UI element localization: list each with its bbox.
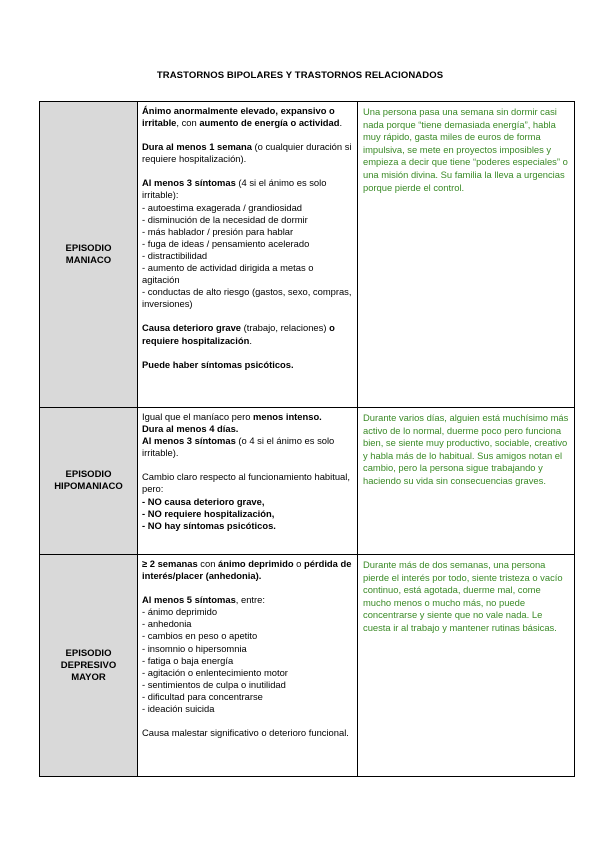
row-episodio-depresivo-mayor <box>40 555 575 777</box>
list-item: - NO hay síntomas psicóticos. <box>142 519 276 531</box>
criteria-hipomaniaco <box>138 408 358 555</box>
list-item: - NO causa deterioro grave, <box>142 495 265 507</box>
hipomaniaco-symptom-count: Al menos 3 síntomas (o 4 si el ánimo es solo irritable). <box>142 435 335 459</box>
depresivo-symptom-list <box>142 606 353 715</box>
depresivo-symptom-count: Al menos 5 síntomas, entre: <box>142 594 265 606</box>
list-item: - sentimientos de culpa o inutilidad <box>142 678 286 690</box>
criteria-maniaco <box>138 102 358 408</box>
example-maniaco: Una persona pasa una semana sin dormir casi nada porque “tiene demasiada energía”, habla muy rápido, gasta miles de euros de forma impulsiva, se mete en proyectos imposibles y empieza a decir que tiene “poderes especiales” o una misión divina. Su familia la lleva a urgencias porque pierde el control. <box>358 102 575 408</box>
list-item: - dificultad para concentrarse <box>142 690 263 702</box>
list-item: - más hablador / presión para hablar <box>142 225 294 237</box>
list-item: - fuga de ideas / pensamiento acelerado <box>142 237 310 249</box>
row-episodio-hipomaniaco <box>40 408 575 555</box>
row-episodio-maniaco <box>40 102 575 408</box>
depresivo-impairment: Causa malestar significativo o deterioro funcional. <box>142 727 349 739</box>
maniaco-mood-criterion: Ánimo anormalmente elevado, expansivo o irritable, con aumento de energía o actividad. <box>142 105 343 129</box>
depresivo-core-criterion: ≥ 2 semanas con ánimo deprimido o pérdida de interés/placer (anhedonia). <box>142 558 352 582</box>
hipomaniaco-change: Cambio claro respecto al funcionamiento habitual, pero: <box>142 471 350 495</box>
list-item: - aumento de actividad dirigida a metas o agitación <box>142 262 314 286</box>
maniaco-impairment: Causa deterioro grave (trabajo, relaciones) o requiere hospitalización. <box>142 322 335 346</box>
criteria-depresivo-mayor <box>138 555 358 777</box>
bipolar-disorders-table <box>39 101 575 777</box>
list-item: - autoestima exagerada / grandiosidad <box>142 201 302 213</box>
maniaco-duration: Dura al menos 1 semana (o cualquier duración si requiere hospitalización). <box>142 141 352 165</box>
list-item: - anhedonia <box>142 618 192 630</box>
label-episodio-depresivo-mayor: EPISODIO DEPRESIVO MAYOR <box>40 555 138 777</box>
list-item: - insomnio o hipersomnia <box>142 642 247 654</box>
hipomaniaco-intensity: Igual que el maníaco pero menos intenso. <box>142 411 322 422</box>
maniaco-symptom-list <box>142 202 353 311</box>
label-episodio-maniaco: EPISODIO MANIACO <box>40 102 138 408</box>
list-item: - disminución de la necesidad de dormir <box>142 213 308 225</box>
list-item: - fatiga o baja energía <box>142 654 234 666</box>
label-episodio-hipomaniaco: EPISODIO HIPOMANIACO <box>40 408 138 555</box>
maniaco-symptom-count: Al menos 3 síntomas (4 si el ánimo es solo irritable): <box>142 177 327 201</box>
hipomaniaco-duration: Dura al menos 4 días. <box>142 423 239 435</box>
example-hipomaniaco: Durante varios días, alguien está muchísimo más activo de lo normal, duerme poco pero funciona bien, se siente muy productivo, sociable, creativo y habla más de lo habitual. Sus amigos notan el cambio, pero la persona sigue trabajando y haciendo su vida sin consecuencias graves. <box>358 408 575 555</box>
list-item: - NO requiere hospitalización, <box>142 507 275 519</box>
maniaco-psychotic: Puede haber síntomas psicóticos. <box>142 358 294 370</box>
example-depresivo-mayor: Durante más de dos semanas, una persona pierde el interés por todo, siente tristeza o vacío continuo, está agotada, duerme mal, come mucho menos o mucho más, no puede concentrarse y siente que no vale nada. Le cuesta ir al trabajo y mantener rutinas básicas. <box>358 555 575 777</box>
document-title: TRASTORNOS BIPOLARES Y TRASTORNOS RELACIONADOS <box>156 70 444 81</box>
list-item: - distractibilidad <box>142 249 208 261</box>
list-item: - conductas de alto riesgo (gastos, sexo, compras, inversiones) <box>142 286 352 310</box>
list-item: - ánimo deprimido <box>142 606 218 618</box>
list-item: - agitación o enlentecimiento motor <box>142 666 288 678</box>
list-item: - ideación suicida <box>142 703 215 715</box>
hipomaniaco-bullets <box>142 496 353 532</box>
list-item: - cambios en peso o apetito <box>142 630 258 642</box>
